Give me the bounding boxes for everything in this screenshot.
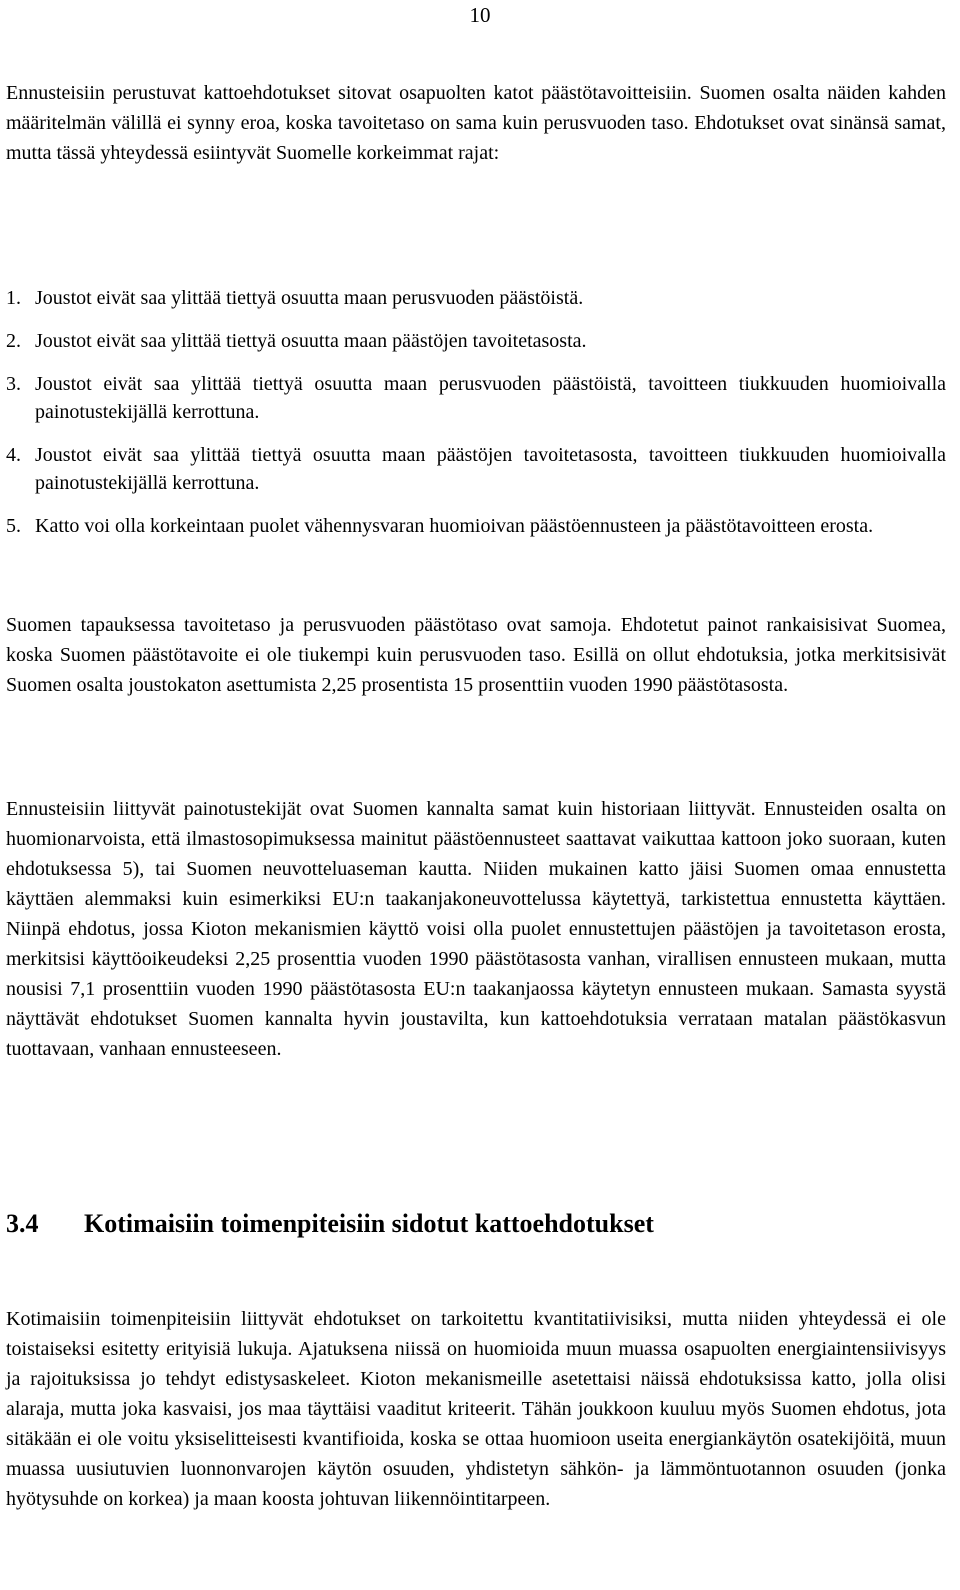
section-heading (6, 1208, 946, 1240)
intro-paragraph: Ennusteisiin perustuvat kattoehdotukset sitovat osapuolten katot päästötavoitteisiin. Suomen osalta näiden kahden määritelmän välillä ei synny eroa, koska tavoitetaso on sama kuin perusvuoden taso. Ehdotukset ovat sinänsä samat, mutta tässä yhteydessä esiintyvät Suomelle korkeimmat rajat: (6, 82, 946, 164)
body-paragraph: Ennusteisiin liittyvät painotustekijät ovat Suomen kannalta samat kuin historiaan liittyvät. Ennusteiden osalta on huomionarvoista, että ilmastosopimuksessa mainitut päästöennusteet saattavat vaikuttaa kattoon joko suoraan, kuten ehdotuksessa 5), tai Suomen neuvotteluaseman kautta. Niiden mukainen katto jäisi Suomen omaa ennustetta käyttäen alemmaksi kuin esimerkiksi EU:n taakanjakoneuvottelussa käytettyä, tarkistettua ennustetta käyttäen. Niinpä ehdotus, jossa Kioton mekanismien käyttö voisi olla puolet ennustettujen päästöjen ja tavoitetason erosta, merkitsisi käyttöoikeudeksi 2,25 prosenttia vuoden 1990 päästötasosta vanhan, virallisen ennusteen mukaan, mutta nousisi 7,1 prosenttiin vuoden 1990 päästötasosta EU:n taakanjaossa käytetyn ennusteen mukaan. Samasta syystä näyttävät ehdotukset Suomen kannalta hyvin joustavilta, kun kattoehdotuksia verrataan matalan päästökasvun tuottavaan, vanhaan ennusteeseen. (6, 798, 946, 1060)
body-paragraph: Suomen tapauksessa tavoitetaso ja perusvuoden päästötaso ovat samoja. Ehdotetut painot rankaisisivat Suomea, koska Suomen päästötavoite ei ole tiukempi kuin perusvuoden taso. Esillä on ollut ehdotuksia, jotka merkitsisivät Suomen osalta joustokaton asettumista 2,25 prosentista 15 prosenttiin vuoden 1990 päästötasosta. (6, 614, 946, 696)
page-number: 10 (469, 3, 491, 27)
body-paragraph: Kotimaisiin toimenpiteisiin liittyvät ehdotukset on tarkoitettu kvantitatiivisiksi, mutta niiden yhteydessä ei ole toistaiseksi esitetty erityisiä lukuja. Ajatuksena niissä on huomioida muun muassa osapuolten energiaintensiivisyys ja rajoituksissa jo tehdyt edistysaskeleet. Kioton mekanismeille asetettaisi näissä ehdotuksissa katto, jolla olisi alaraja, mutta joka kasvaisi, jos maa täyttäisi vaaditut kriteerit. Tähän joukkoon kuuluu myös Suomen ehdotus, jota sitäkään ei ole voitu yksiselitteisesti kvantifioida, koska se ottaa huomioon useita energiankäytön osatekijöitä, muun muassa uusiutuvien luonnonvarojen käytön osuuden, yhdistetyn sähkön- ja lämmöntuotannon osuuden (jonka hyötysuhde on korkea) ja maan koosta johtuvan liikennöintitarpeen. (6, 1308, 946, 1510)
list-item-number: 5. (6, 515, 21, 537)
list-item (6, 370, 946, 426)
list-item (6, 441, 946, 497)
list-item-text: Joustot eivät saa ylittää tiettyä osuutta maan päästöjen tavoitetasosta, tavoitteen tiukkuuden huomioivalla painotustekijällä kerrottuna. (35, 444, 946, 494)
list-item-text: Joustot eivät saa ylittää tiettyä osuutta maan päästöjen tavoitetasosta. (35, 330, 587, 352)
list-item-number: 4. (6, 444, 21, 466)
list-item-text: Katto voi olla korkeintaan puolet vähennysvaran huomioivan päästöennusteen ja päästötavoitteen erosta. (35, 515, 874, 537)
list-item (6, 327, 946, 355)
section-title: Kotimaisiin toimenpiteisiin sidotut kattoehdotukset (84, 1209, 654, 1238)
list-item (6, 512, 946, 540)
list-item-text: Joustot eivät saa ylittää tiettyä osuutta maan perusvuoden päästöistä. (35, 287, 584, 309)
list-item-number: 3. (6, 373, 21, 395)
list-item-number: 1. (6, 287, 21, 309)
list-item-text: Joustot eivät saa ylittää tiettyä osuutta maan perusvuoden päästöistä, tavoitteen tiukkuuden huomioivalla painotustekijällä kerrottuna. (35, 373, 946, 423)
list-item (6, 284, 946, 312)
section-number: 3.4 (6, 1209, 39, 1238)
list-item-number: 2. (6, 330, 21, 352)
numbered-list (6, 284, 946, 555)
